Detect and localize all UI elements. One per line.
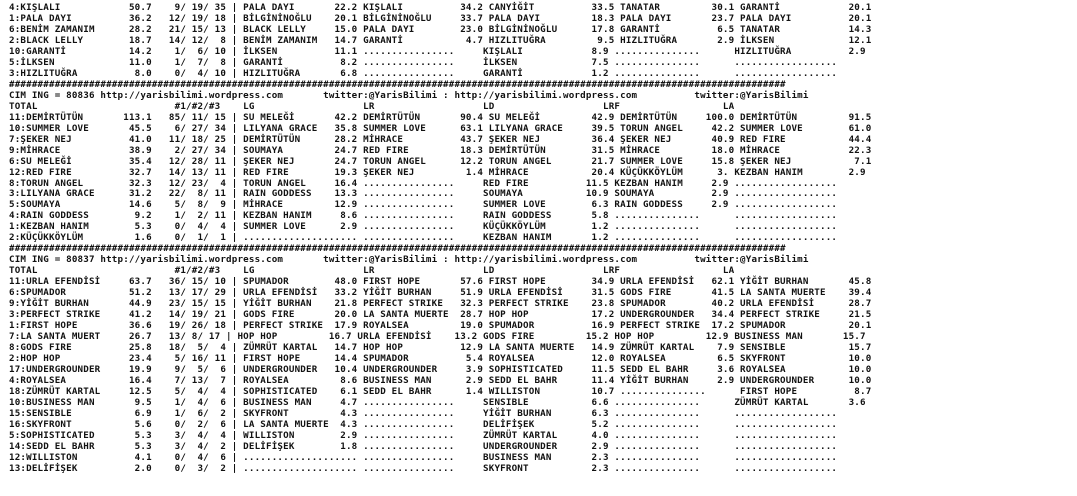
text-line: 8:TORUN ANGEL 32.3 12/ 23/ 4 | TORUN ANGEL 16.4 ................ RED FIRE 11.5 KEZBAN HANIM 2.9 .................. xyxy=(9,177,838,189)
text-line: 9:MİHRACE 38.9 2/ 27/ 34 | SOUMAYA 24.7 RED FIRE 18.3 DEMİRTÜTÜN 31.5 MİHRACE 18.0 MİHRACE 22.3 xyxy=(9,144,872,156)
text-line: 4:ROYALSEA 16.4 7/ 13/ 7 | ROYALSEA 8.6 BUSINESS MAN 2.9 SEDD EL BAHR 11.4 YİĞİT BURHAN 2.9 UNDERGROUNDER 10.0 xyxy=(9,374,872,386)
text-line: TOTAL #1/#2/#3 LG LR LD LRF LA xyxy=(9,265,735,277)
text-line: 7:LA SANTA MUERT 26.7 13/ 8/ 17 | HOP HOP 16.7 URLA EFENDİSİ 13.2 GODS FIRE 15.2 HOP HOP 12.9 BUSINESS MAN 15.7 xyxy=(9,331,866,343)
text-line: 17:UNDERGROUNDER 19.9 9/ 5/ 6 | UNDERGROUNDER 10.4 UNDERGROUNDER 3.9 SOPHISTICATED 11.5 SEDD EL BAHR 3.6 ROYALSEA 10.0 xyxy=(9,363,872,375)
text-line: 2:BLACK LELLY 18.7 14/ 12/ 8 | BENİM ZAMANIM 14.7 GARANTİ 4.7 HIZLITUĞRA 9.5 HIZLITUĞRA 2.9 İLKSEN 12.1 xyxy=(9,34,872,46)
text-line: 4:KIŞLALI 50.7 9/ 19/ 35 | PALA DAYI 22.2 KIŞLALI 34.2 CANYİĞİT 33.5 TANATAR 30.1 GARANTİ 20.1 xyxy=(9,2,872,13)
text-line: 11:URLA EFENDİSİ 63.7 36/ 15/ 10 | SPUMADOR 48.0 FIRST HOPE 57.6 FIRST HOPE 34.9 URLA EFENDİSİ 62.1 YİĞİT BURHAN 45.8 xyxy=(9,276,872,288)
separator-line: ######################################################################################################################################## xyxy=(9,78,786,90)
text-line: 2:HOP HOP 23.4 5/ 16/ 11 | FIRST HOPE 14.4 SPUMADOR 5.4 ROYALSEA 12.0 ROYALSEA 6.5 SKYFRONT 10.0 xyxy=(9,353,872,364)
text-line: 18:ZÜMRÜT KARTAL 12.5 5/ 4/ 4 | SOPHISTICATED 6.1 SEDD EL BAHR 1.4 WILLISTON 10.7 ............... FIRST HOPE 8.7 xyxy=(9,385,872,397)
text-line: 11:DEMİRTÜTÜN 113.1 85/ 11/ 15 | SU MELEĞİ 42.2 DEMİRTÜTÜN 90.4 SU MELEĞİ 42.9 DEMİRTÜTÜN 100.0 DEMİRTÜTÜN 91.5 xyxy=(9,111,872,123)
text-line: 10:SUMMER LOVE 45.5 6/ 27/ 34 | LILYANA GRACE 35.8 SUMMER LOVE 63.1 LILYANA GRACE 39.5 TORUN ANGEL 42.2 SUMMER LOVE 61.0 xyxy=(9,122,872,134)
text-line: 9:YİĞİT BURHAN 44.9 23/ 15/ 15 | YİĞİT BURHAN 21.8 PERFECT STRIKE 32.3 PERFECT STRIKE 23.8 SPUMADOR 40.2 URLA EFENDİSİ 28.7 xyxy=(9,298,872,310)
text-line: 3:HIZLITUĞRA 8.0 0/ 4/ 10 | HIZLITUĞRA 6.8 ................ GARANTİ 1.2 ............... .................. xyxy=(9,67,838,79)
text-line: 1:KEZBAN HANIM 5.3 0/ 4/ 4 | SUMMER LOVE 2.9 ................ KÜÇÜKKÖYLÜM 1.2 ............... .................. xyxy=(9,221,838,233)
text-line: 1:FIRST HOPE 36.6 19/ 26/ 18 | PERFECT STRIKE 17.9 ROYALSEA 19.0 SPUMADOR 16.9 PERFECT STRIKE 17.2 SPUMADOR 20.1 xyxy=(9,320,872,332)
text-line: 15:SENSIBLE 6.9 1/ 6/ 2 | SKYFRONT 4.3 ................ YİĞİT BURHAN 6.3 ............... .................. xyxy=(9,407,838,419)
text-line: 10:BUSINESS MAN 9.5 1/ 4/ 6 | BUSINESS MAN 4.7 ................ SENSIBLE 6.6 ............... ZÜMRÜT KARTAL 3.6 xyxy=(9,396,866,408)
text-line: 5:İLKSEN 11.0 1/ 7/ 8 | GARANTİ 8.2 ................ İLKSEN 7.5 ............... .................. xyxy=(9,56,838,68)
text-line: 12:WILLISTON 4.1 0/ 4/ 6 | .................... ................ BUSINESS MAN 2.3 ............... .................. xyxy=(9,451,838,463)
text-line: 6:SU MELEĞİ 35.4 12/ 28/ 11 | ŞEKER NEJ 24.7 TORUN ANGEL 12.2 TORUN ANGEL 21.7 SUMMER LOVE 15.8 ŞEKER NEJ 7.1 xyxy=(9,155,872,167)
text-line: 8:GODS FIRE 25.8 18/ 5/ 4 | ZÜMRÜT KARTAL 14.7 HOP HOP 12.9 LA SANTA MUERTE 14.9 ZÜMRÜT KARTAL 7.9 SENSIBLE 15.7 xyxy=(9,342,872,354)
text-line: 1:PALA DAYI 36.2 12/ 19/ 18 | BİLGİNİNOĞLU 20.1 BİLGİNİNOĞLU 33.7 PALA DAYI 18.3 PALA DAYI 23.7 PALA DAYI 20.1 xyxy=(9,12,872,24)
text-line: CIM ING = 80837 http://yarisbilimi.wordpress.com twitter:@YarisBilimi : http://yarisbilimi.wordpress.com twitter:@YarisBilimi xyxy=(9,254,809,266)
text-line: TOTAL #1/#2/#3 LG LR LD LRF LA xyxy=(9,100,735,112)
text-line: 2:KÜÇÜKKÖYLÜM 1.6 0/ 1/ 1 | .................... ................ KEZBAN HANIM 1.2 ............... .................. xyxy=(9,232,838,244)
text-line: 5:SOPHISTICATED 5.3 3/ 4/ 4 | WILLISTON 2.9 ................ ZÜMRÜT KARTAL 4.0 ............... .................. xyxy=(9,429,838,441)
text-line: CIM ING = 80836 http://yarisbilimi.wordpress.com twitter:@YarisBilimi : http://yarisbilimi.wordpress.com twitter:@YarisBilimi xyxy=(9,89,809,101)
separator-line: ######################################################################################################################################## xyxy=(9,243,786,255)
text-line: 3:LILYANA GRACE 31.2 22/ 8/ 11 | RAIN GODDESS 13.3 ................ SOUMAYA 10.9 SOUMAYA 2.9 .................. xyxy=(9,188,838,200)
text-line: 3:PERFECT STRIKE 41.2 14/ 19/ 21 | GODS FIRE 20.0 LA SANTA MUERTE 28.7 HOP HOP 17.2 UNDERGROUNDER 34.4 PERFECT STRIKE 21.5 xyxy=(9,309,872,321)
text-line: 4:RAIN GODDESS 9.2 1/ 2/ 11 | KEZBAN HANIM 8.6 ................ RAIN GODDESS 5.8 ............... .................. xyxy=(9,210,838,222)
text-line: 6:BENİM ZAMANIM 28.2 21/ 15/ 13 | BLACK LELLY 15.0 PALA DAYI 23.0 BİLGİNİNOĞLU 17.8 GARANTİ 6.5 TANATAR 14.3 xyxy=(9,23,872,35)
text-line: 7:ŞEKER NEJ 41.0 11/ 18/ 25 | DEMİRTÜTÜN 28.2 MİHRACE 43.7 ŞEKER NEJ 36.4 ŞEKER NEJ 40.9 RED FIRE 44.4 xyxy=(9,133,872,145)
text-line: 6:SPUMADOR 51.2 13/ 17/ 29 | URLA EFENDİSİ 33.2 YİĞİT BURHAN 51.9 URLA EFENDİSİ 31.5 GODS FIRE 41.5 LA SANTA MUERTE 39.4 xyxy=(9,287,872,299)
text-line: 14:SEDD EL BAHR 5.3 3/ 4/ 2 | DELİFİŞEK 1.8 ................ UNDERGROUNDER 2.9 ............... .................. xyxy=(9,440,838,452)
text-line: 10:GARANTİ 14.2 1/ 6/ 10 | İLKSEN 11.1 ................ KIŞLALI 8.9 ............... HIZLITUĞRA 2.9 xyxy=(9,45,866,57)
text-line: 13:DELİFİŞEK 2.0 0/ 3/ 2 | .................... ................ SKYFRONT 2.3 ............... .................. xyxy=(9,462,838,474)
text-line: 16:SKYFRONT 5.6 0/ 2/ 6 | LA SANTA MUERTE 4.3 ................ DELİFİŞEK 5.2 ............... .................. xyxy=(9,418,838,430)
text-line: 5:SOUMAYA 14.6 5/ 8/ 9 | MİHRACE 12.9 ................ SUMMER LOVE 6.3 RAIN GODDESS 2.9 .................. xyxy=(9,199,838,211)
text-line: 12:RED FIRE 32.7 14/ 13/ 11 | RED FIRE 19.3 ŞEKER NEJ 1.4 MİHRACE 20.4 KÜÇÜKKÖYLÜM 3. KEZBAN HANIM 2.9 xyxy=(9,166,866,178)
